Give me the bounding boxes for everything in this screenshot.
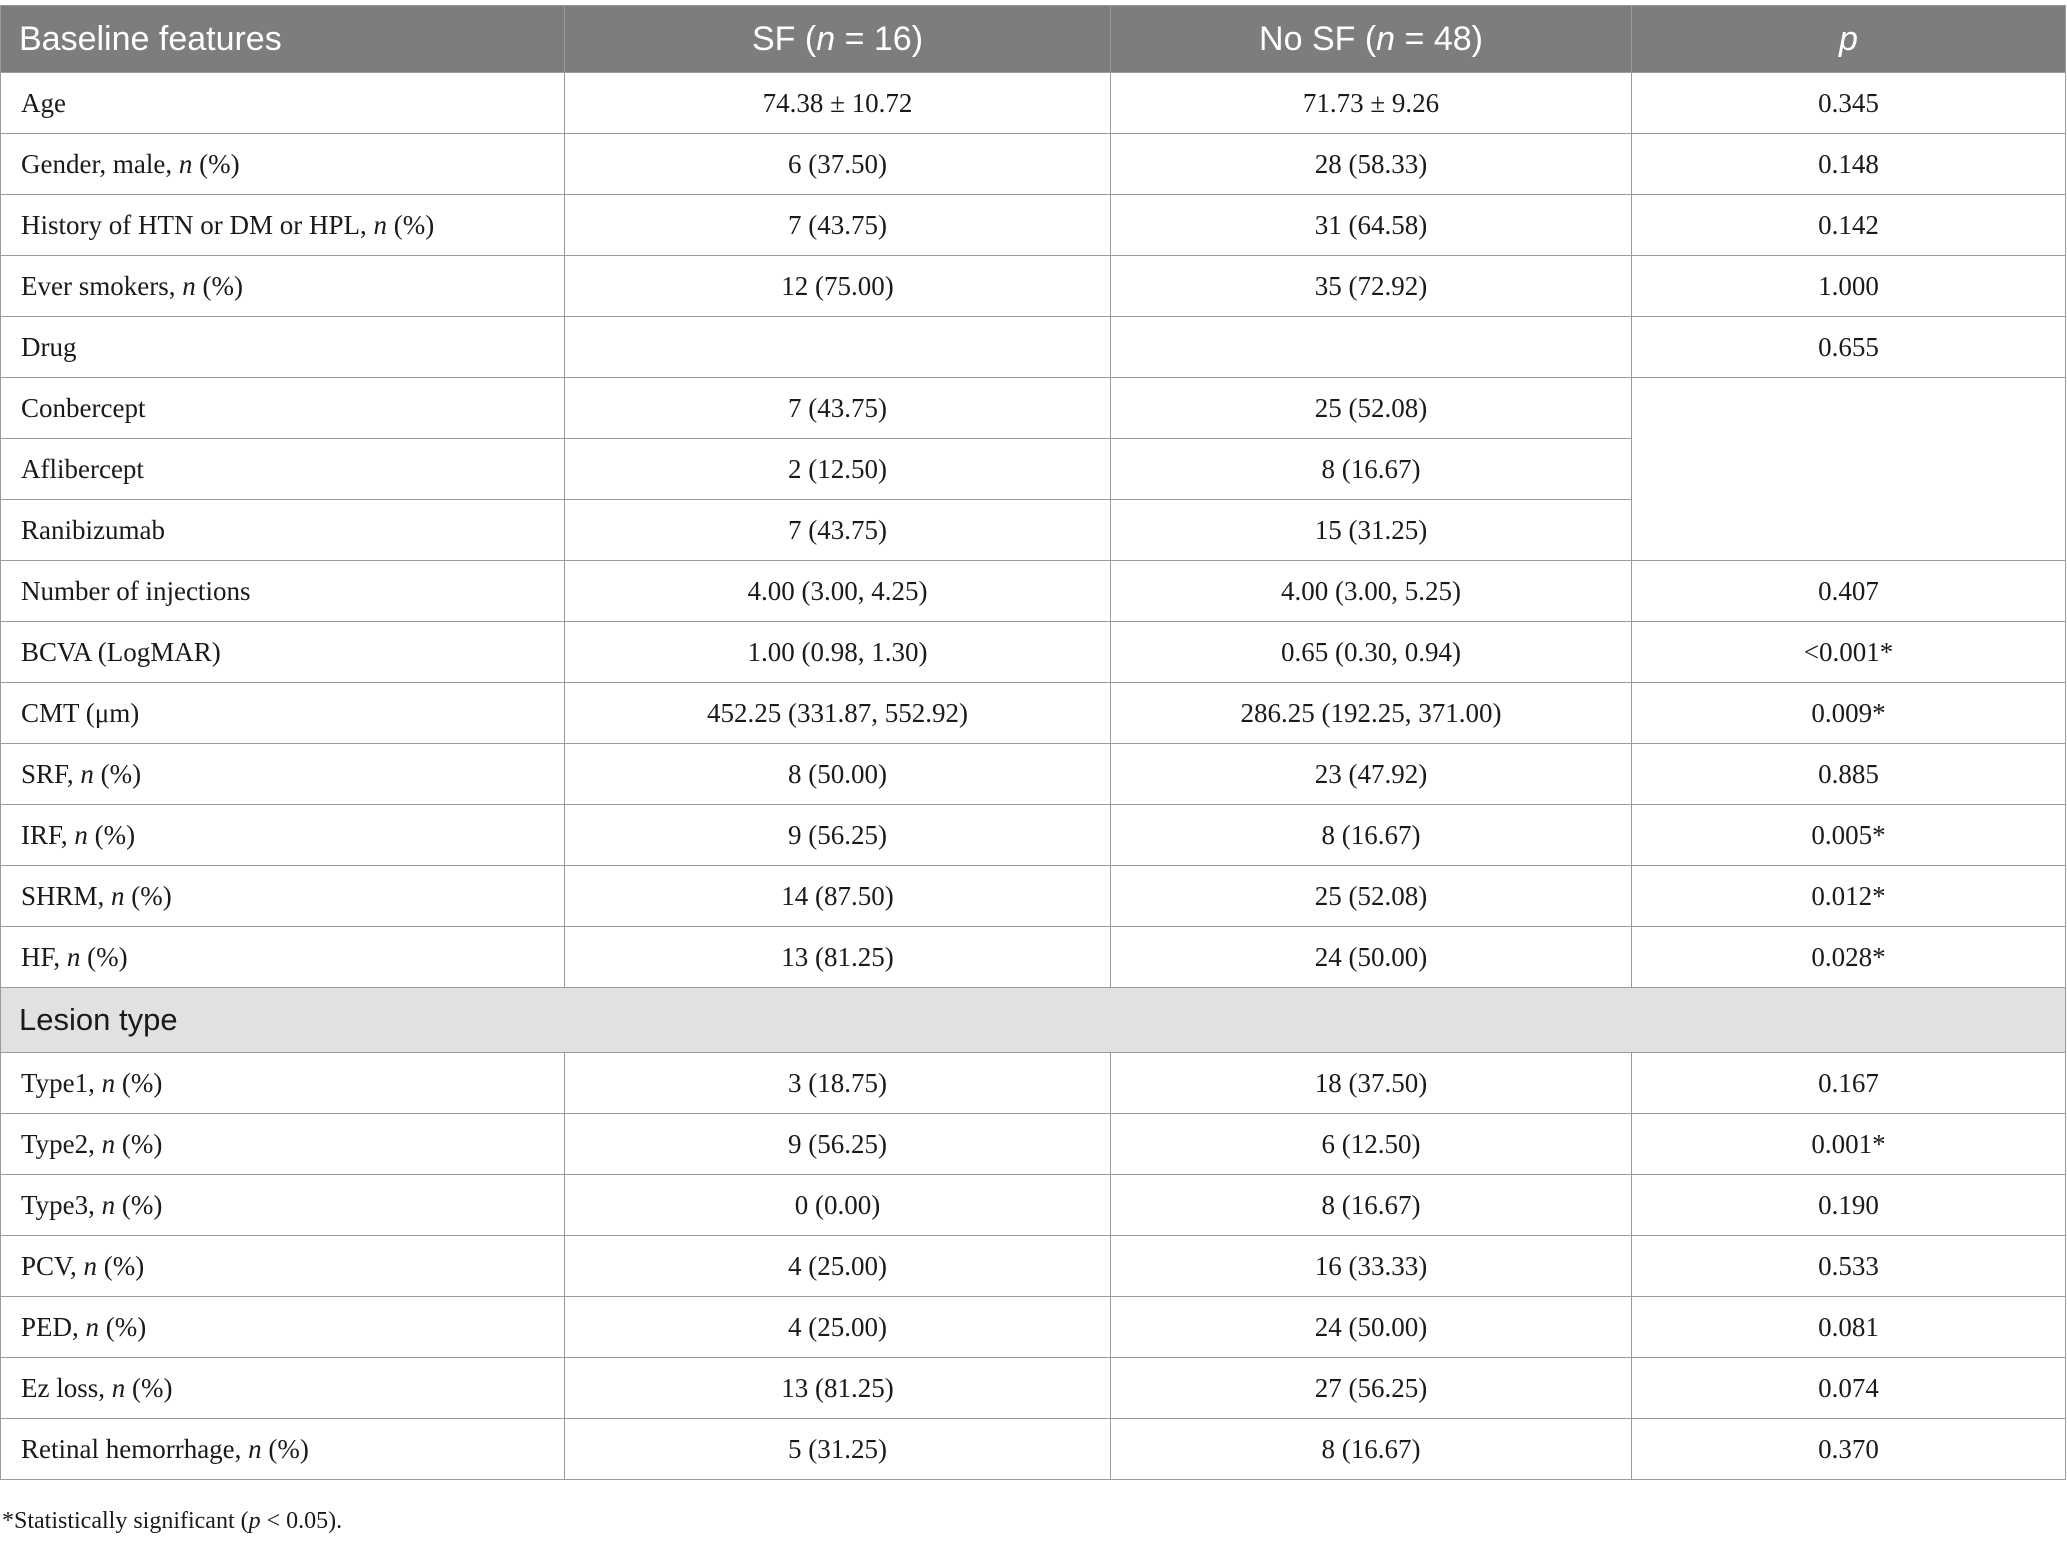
- no-sf-value: 0.65 (0.30, 0.94): [1111, 622, 1632, 683]
- table-row: [1, 561, 2066, 622]
- table-row: [1, 683, 2066, 744]
- sf-value: 13 (81.25): [565, 1358, 1111, 1419]
- row-label: IRF, n (%): [1, 805, 565, 866]
- row-label: Gender, male, n (%): [1, 134, 565, 195]
- table-row: [1, 1236, 2066, 1297]
- row-label: Conbercept: [1, 378, 565, 439]
- header-p: p: [1632, 6, 2066, 73]
- row-label: HF, n (%): [1, 927, 565, 988]
- p-value: 0.533: [1632, 1236, 2066, 1297]
- no-sf-value: 27 (56.25): [1111, 1358, 1632, 1419]
- row-label: Type1, n (%): [1, 1053, 565, 1114]
- row-label: Type2, n (%): [1, 1114, 565, 1175]
- sf-value: 74.38 ± 10.72: [565, 73, 1111, 134]
- sf-value: 13 (81.25): [565, 927, 1111, 988]
- row-label: Drug: [1, 317, 565, 378]
- table-row: [1, 1114, 2066, 1175]
- no-sf-value: 286.25 (192.25, 371.00): [1111, 683, 1632, 744]
- sf-value: 12 (75.00): [565, 256, 1111, 317]
- sf-value: 3 (18.75): [565, 1053, 1111, 1114]
- no-sf-value: 25 (52.08): [1111, 866, 1632, 927]
- p-value: 0.345: [1632, 73, 2066, 134]
- no-sf-value: 23 (47.92): [1111, 744, 1632, 805]
- sf-value: 452.25 (331.87, 552.92): [565, 683, 1111, 744]
- row-label: PCV, n (%): [1, 1236, 565, 1297]
- table-row: [1, 1297, 2066, 1358]
- sf-value: 7 (43.75): [565, 500, 1111, 561]
- table-row: [1, 805, 2066, 866]
- no-sf-value: [1111, 317, 1632, 378]
- p-value: 0.001*: [1632, 1114, 2066, 1175]
- no-sf-value: 28 (58.33): [1111, 134, 1632, 195]
- table-row: [1, 256, 2066, 317]
- sf-value: 6 (37.50): [565, 134, 1111, 195]
- p-value: 0.190: [1632, 1175, 2066, 1236]
- p-value: 0.885: [1632, 744, 2066, 805]
- sf-value: 7 (43.75): [565, 378, 1111, 439]
- table-row: [1, 927, 2066, 988]
- row-label: Age: [1, 73, 565, 134]
- p-value: 0.370: [1632, 1419, 2066, 1480]
- header-baseline-features: Baseline features: [1, 6, 565, 73]
- p-value: 0.081: [1632, 1297, 2066, 1358]
- table-row: [1, 134, 2066, 195]
- no-sf-value: 8 (16.67): [1111, 805, 1632, 866]
- table-row: [1, 1419, 2066, 1480]
- sf-value: [565, 317, 1111, 378]
- sf-value: 4 (25.00): [565, 1236, 1111, 1297]
- section-row-lesion-type: [1, 988, 2066, 1053]
- table-row: [1, 73, 2066, 134]
- row-label: Ez loss, n (%): [1, 1358, 565, 1419]
- p-value: 1.000: [1632, 256, 2066, 317]
- row-label: SRF, n (%): [1, 744, 565, 805]
- no-sf-value: 6 (12.50): [1111, 1114, 1632, 1175]
- header-sf: SF (n = 16): [565, 6, 1111, 73]
- sf-value: 8 (50.00): [565, 744, 1111, 805]
- p-value: 0.009*: [1632, 683, 2066, 744]
- no-sf-value: 8 (16.67): [1111, 1419, 1632, 1480]
- sf-value: 9 (56.25): [565, 1114, 1111, 1175]
- table-row: [1, 1175, 2066, 1236]
- sf-value: 14 (87.50): [565, 866, 1111, 927]
- table-row: [1, 195, 2066, 256]
- sf-value: 2 (12.50): [565, 439, 1111, 500]
- baseline-features-table: [0, 5, 2066, 1480]
- row-label: Retinal hemorrhage, n (%): [1, 1419, 565, 1480]
- sf-value: 9 (56.25): [565, 805, 1111, 866]
- table-row: [1, 1053, 2066, 1114]
- p-value: 0.407: [1632, 561, 2066, 622]
- sf-value: 1.00 (0.98, 1.30): [565, 622, 1111, 683]
- sf-value: 7 (43.75): [565, 195, 1111, 256]
- table-header-row: [1, 6, 2066, 73]
- sf-value: 4 (25.00): [565, 1297, 1111, 1358]
- p-value: 0.148: [1632, 134, 2066, 195]
- no-sf-value: 8 (16.67): [1111, 439, 1632, 500]
- row-label: PED, n (%): [1, 1297, 565, 1358]
- no-sf-value: 8 (16.67): [1111, 1175, 1632, 1236]
- row-label: Number of injections: [1, 561, 565, 622]
- p-value-empty: [1632, 378, 2066, 561]
- p-value: 0.655: [1632, 317, 2066, 378]
- row-label: Type3, n (%): [1, 1175, 565, 1236]
- p-value: 0.028*: [1632, 927, 2066, 988]
- row-label: BCVA (LogMAR): [1, 622, 565, 683]
- p-value: 0.012*: [1632, 866, 2066, 927]
- no-sf-value: 35 (72.92): [1111, 256, 1632, 317]
- no-sf-value: 71.73 ± 9.26: [1111, 73, 1632, 134]
- table-row: [1, 317, 2066, 378]
- row-label: CMT (μm): [1, 683, 565, 744]
- section-title: Lesion type: [1, 988, 2066, 1053]
- no-sf-value: 4.00 (3.00, 5.25): [1111, 561, 1632, 622]
- no-sf-value: 24 (50.00): [1111, 1297, 1632, 1358]
- sf-value: 4.00 (3.00, 4.25): [565, 561, 1111, 622]
- footnote: *Statistically significant (p < 0.05).: [2, 1508, 343, 1534]
- table-body: [1, 73, 2066, 1480]
- row-label: History of HTN or DM or HPL, n (%): [1, 195, 565, 256]
- sf-value: 5 (31.25): [565, 1419, 1111, 1480]
- table-row: [1, 378, 2066, 439]
- row-label: Ranibizumab: [1, 500, 565, 561]
- no-sf-value: 15 (31.25): [1111, 500, 1632, 561]
- p-value: 0.142: [1632, 195, 2066, 256]
- no-sf-value: 25 (52.08): [1111, 378, 1632, 439]
- table-row: [1, 622, 2066, 683]
- p-value: <0.001*: [1632, 622, 2066, 683]
- no-sf-value: 16 (33.33): [1111, 1236, 1632, 1297]
- table-row: [1, 866, 2066, 927]
- no-sf-value: 18 (37.50): [1111, 1053, 1632, 1114]
- no-sf-value: 24 (50.00): [1111, 927, 1632, 988]
- sf-value: 0 (0.00): [565, 1175, 1111, 1236]
- table-row: [1, 744, 2066, 805]
- row-label: SHRM, n (%): [1, 866, 565, 927]
- row-label: Ever smokers, n (%): [1, 256, 565, 317]
- no-sf-value: 31 (64.58): [1111, 195, 1632, 256]
- table-row: [1, 1358, 2066, 1419]
- p-value: 0.167: [1632, 1053, 2066, 1114]
- header-no-sf: No SF (n = 48): [1111, 6, 1632, 73]
- p-value: 0.074: [1632, 1358, 2066, 1419]
- row-label: Aflibercept: [1, 439, 565, 500]
- p-value: 0.005*: [1632, 805, 2066, 866]
